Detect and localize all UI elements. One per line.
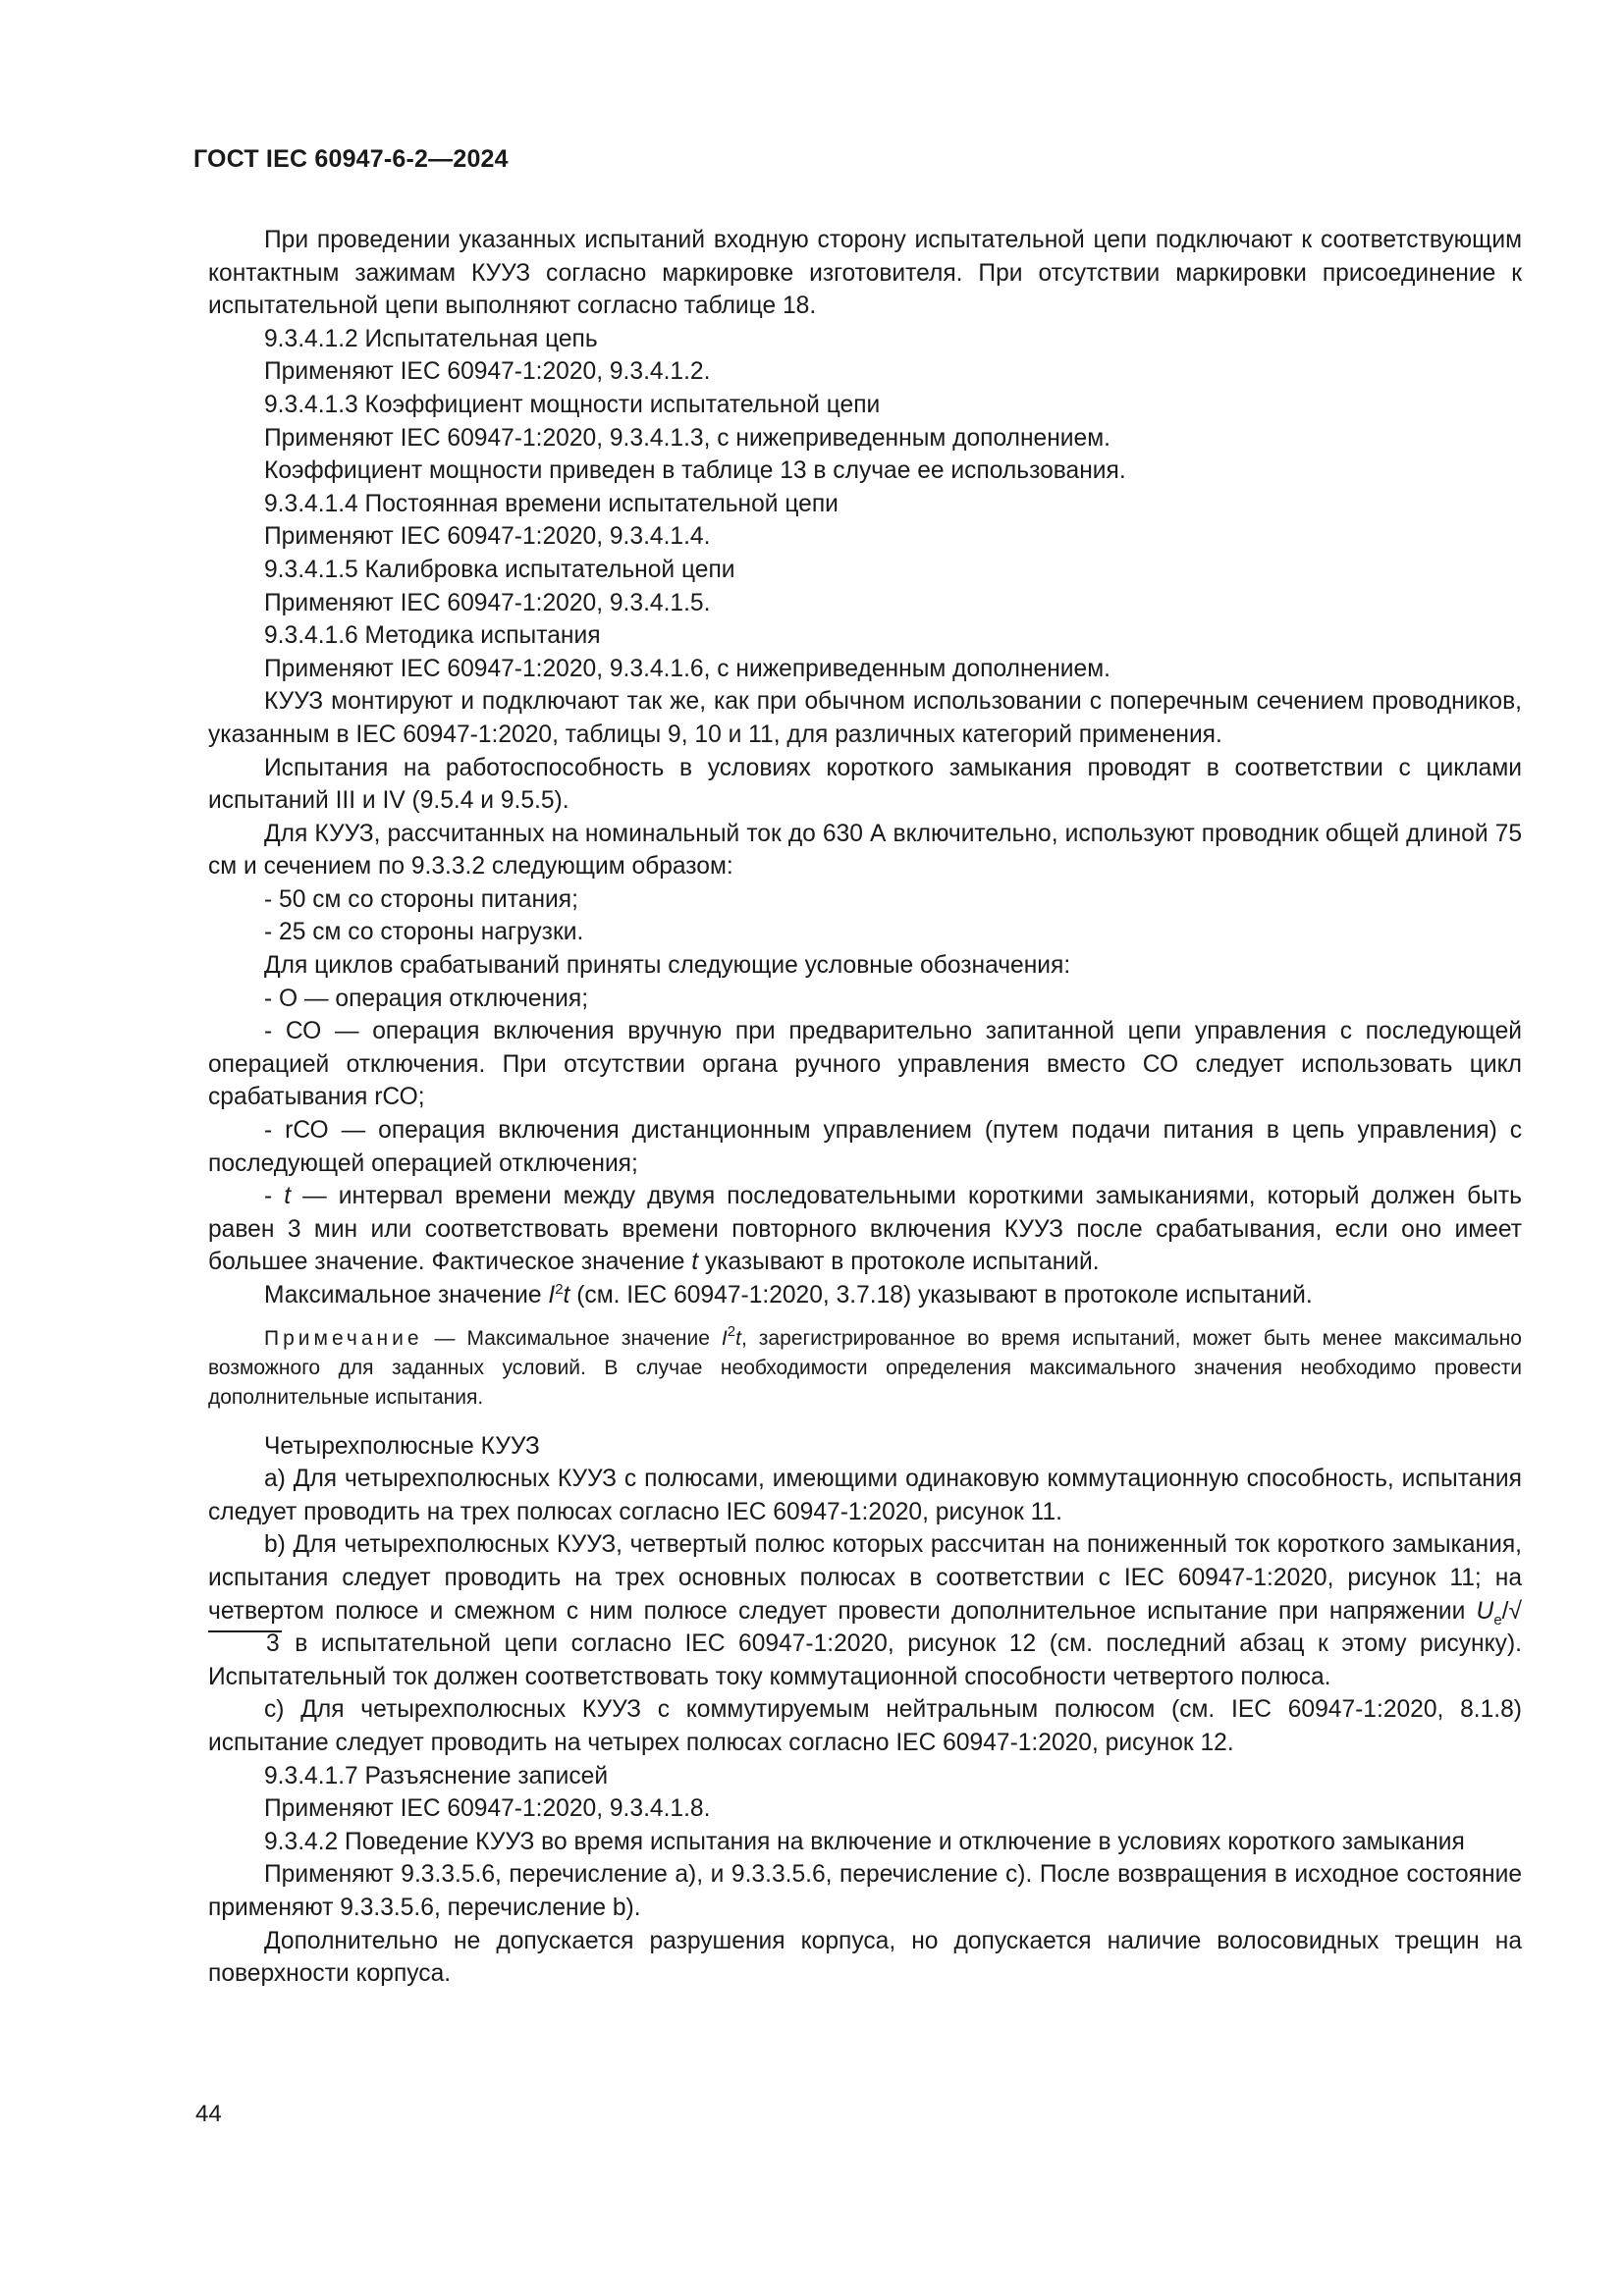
paragraph: Применяют IEC 60947-1:2020, 9.3.4.1.2. bbox=[264, 358, 711, 386]
paragraph: Применяют IEC 60947-1:2020, 9.3.4.1.8. bbox=[264, 1795, 711, 1823]
paragraph: Дополнительно не допускается разрушения корпуса, но допускается наличие волосовидных трещин на поверхности корпуса. bbox=[208, 1927, 1522, 1988]
paragraph: Испытания на работоспособность в условиях короткого замыкания проводят в соответствии с циклами испытаний III и IV (9.5.4 и 9.5.5). bbox=[208, 754, 1522, 815]
paragraph: При проведении указанных испытаний входную сторону испытательной цепи подключают к соответствующим контактным зажимам КУУЗ согласно маркировке изготовителя. При отсутствии маркировки присоединение к испытательной цепи выполняют согласно таблице 18. bbox=[208, 227, 1522, 320]
paragraph: Для КУУЗ, рассчитанных на номинальный ток до 630 А включительно, используют проводник общей длиной 75 см и сечением по 9.3.3.2 следующим образом: bbox=[208, 820, 1522, 881]
list-item: - СО — операция включения вручную при предварительно запитанной цепи управления с последующей операцией отключения. При отсутствии органа ручного управления вместо СО следует использовать цикл срабатывания rСО; bbox=[208, 1018, 1522, 1111]
section-heading: 9.3.4.1.5 Калибровка испытательной цепи bbox=[264, 556, 735, 583]
section-heading: 9.3.4.1.4 Постоянная времени испытательной цепи bbox=[264, 490, 839, 517]
section-heading: 9.3.4.1.3 Коэффициент мощности испытательной цепи bbox=[264, 391, 881, 418]
paragraph: КУУЗ монтируют и подключают так же, как при обычном использовании с поперечным сечением проводников, указанным в IEC 60947-1:2020, таблицы 9, 10 и 11, для различных категорий применения. bbox=[208, 688, 1522, 748]
list-item: a) Для четырехполюсных КУУЗ с полюсами, имеющими одинаковую коммутационную способность, испытания следует проводить на трех полюсах согласно IEC 60947-1:2020, рисунок 11. bbox=[208, 1466, 1522, 1525]
note-label: Примечание bbox=[264, 1326, 423, 1350]
list-item: - rСО — операция включения дистанционным управлением (путем подачи питания в цепь управления) с последующей операцией отключения; bbox=[208, 1117, 1522, 1177]
section-heading: 9.3.4.1.6 Методика испытания bbox=[264, 622, 601, 650]
section-heading: 9.3.4.1.7 Разъяснение записей bbox=[264, 1762, 609, 1789]
paragraph: Применяют IEC 60947-1:2020, 9.3.4.1.5. bbox=[264, 589, 711, 616]
note: Примечание — Максимальное значение $I^2t$, зарегистрированное во время испытаний, может быть менее максимально возможного для заданных условий. В случае необходимости определения максимального значения необходимо провести дополнительные испытания. bbox=[208, 1322, 1522, 1409]
paragraph: Применяют IEC 60947-1:2020, 9.3.4.1.4. bbox=[264, 523, 711, 551]
paragraph: Для циклов срабатываний приняты следующие условные обозначения: bbox=[264, 952, 1071, 980]
sqrt-symbol: √ bbox=[1508, 1597, 1522, 1625]
list-item: - О — операция отключения; bbox=[264, 985, 589, 1012]
list-item: - 50 см со стороны питания; bbox=[264, 885, 578, 913]
document-body bbox=[208, 224, 1522, 1991]
list-item: c) Для четырехполюсных КУУЗ с коммутируемым нейтральным полюсом (см. IEC 60947-1:2020, 8.1.8) испытание следует проводить на четырех полюсах согласно IEC 60947-1:2020, рисунок 12. bbox=[208, 1696, 1522, 1756]
paragraph: Коэффициент мощности приведен в таблице 13 в случае ее использования. bbox=[264, 457, 1126, 485]
paragraph: Применяют 9.3.3.5.6, перечисление а), и 9.3.3.5.6, перечисление с). После возвращения в исходное состояние применяют 9.3.3.5.6, перечисление b). bbox=[208, 1861, 1522, 1921]
list-item: - 25 см со стороны нагрузки. bbox=[264, 919, 584, 946]
section-heading: 9.3.4.1.2 Испытательная цепь bbox=[264, 325, 598, 352]
paragraph: Применяют IEC 60947-1:2020, 9.3.4.1.6, с нижеприведенным дополнением. bbox=[264, 655, 1110, 682]
section-heading: 9.3.4.2 Поведение КУУЗ во время испытания на включение и отключение в условиях короткого замыкания bbox=[264, 1828, 1465, 1855]
paragraph-i2t: Максимальное значение $I^2t$ (см. IEC 60947-1:2020, 3.7.18) указывают в протоколе испытаний. bbox=[264, 1281, 1313, 1308]
list-item-interval: - t — интервал времени между двумя последовательными короткими замыканиями, который должен быть равен 3 мин или соответствовать времени повторного включения КУУЗ после срабатывания, если оно имеет большее значение. Фактическое значение t указывают в протоколе испытаний. bbox=[208, 1183, 1522, 1276]
paragraph: Применяют IEC 60947-1:2020, 9.3.4.1.3, с нижеприведенным дополнением. bbox=[264, 424, 1110, 452]
document-header: ГОСТ IEC 60947-6-2—2024 bbox=[193, 145, 509, 173]
page-number: 44 bbox=[195, 2101, 222, 2127]
list-item-formula: b) Для четырехполюсных КУУЗ, четвертый полюс которых рассчитан на пониженный ток короткого замыкания, испытания следует проводить на трех основных полюсах в соответствии с IEC 60947-1:2020, рисунок 11; на четвертом полюсе и смежном с ним полюсе следует провести дополнительное испытание при напряжении $U_e/√3$ в испытательной цепи согласно IEC 60947-1:2020, рисунок 12 (см. последний абзац к этому рисунку). Испытательный ток должен соответствовать току коммутационной способности четвертого полюса. bbox=[208, 1531, 1522, 1690]
section-heading: Четырехполюсные КУУЗ bbox=[264, 1432, 540, 1460]
